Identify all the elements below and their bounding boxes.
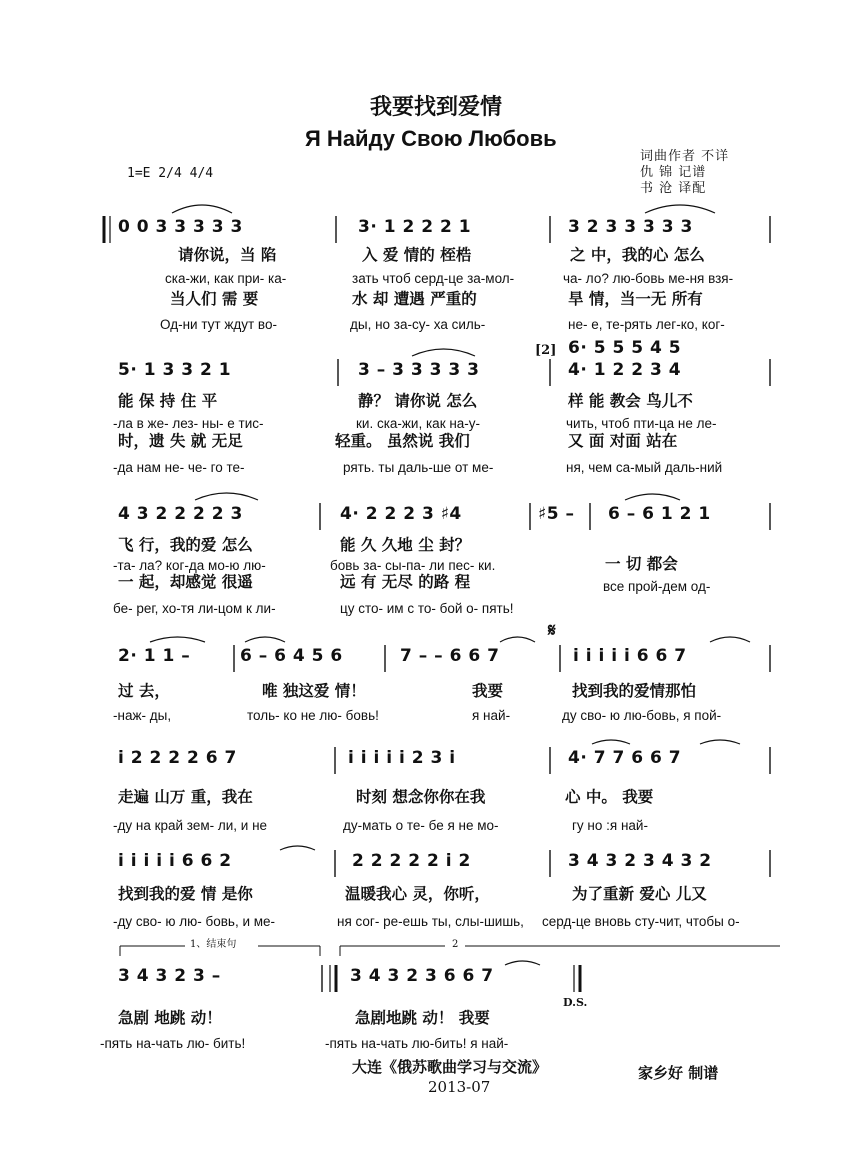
lyric-chinese: 心 中。 我要 [565,787,654,806]
lyric-russian: -ду сво- ю лю- бовь, и ме- [113,914,276,929]
slur-arc [700,740,740,744]
lyric-chinese: 为了重新 爱心 儿又 [572,884,707,903]
volta-1-label: 1、结束句 [190,939,237,950]
lyric-chinese: 飞 行，我的爱 怎么 [118,535,253,554]
notes-measure: i i i i i 6 6 2 [118,851,232,871]
notes-measure: i i i i i 2 3 i [348,748,456,768]
notes-measure: 5· 1 3 3 2 1 [118,360,232,380]
slur-arc [592,740,630,744]
lyric-chinese: 之 中，我的心 怎么 [570,245,705,264]
notes-measure: 3 4 3 2 3 6 6 7 [350,966,494,986]
slur-arc [500,637,535,642]
lyric-russian: ча- ло? лю-бовь ме-ня взя- [563,271,734,286]
triplet-arc [645,205,715,213]
lyric-russian: цу сто- им с то- бой о- пять! [340,601,514,616]
lyric-russian: -та- ла? ког-да мо-ю лю- [113,558,266,573]
lyric-chinese: 当人们 需 要 [170,289,259,308]
lyric-chinese: 温暖我心 灵，你听， [345,884,490,903]
lyric-russian: все прой-дем од- [603,579,711,594]
credit-transcriber: 仇 锦 记谱 [640,165,707,180]
volta-2-label: 2 [452,939,459,950]
lyric-russian: ду сво- ю лю-бовь, я пой- [562,708,722,723]
section-marker: [2] [535,343,557,358]
notes-measure: i 2 2 2 2 6 7 [118,748,237,768]
lyric-chinese: 过 去， [118,681,170,700]
triplet-arc [195,493,258,500]
lyric-russian: -да нам не- че- го те- [113,460,245,475]
slur-arc [280,846,315,850]
lyric-russian: бе- рег, хо-тя ли-цом к ли- [113,601,276,616]
lyric-chinese: 找到我的爱情那怕 [572,681,697,700]
slur-arc [625,494,680,500]
notes-measure: 3 – 3 3 3 3 3 [358,360,480,380]
lyric-russian: -пять на-чать лю-бить! я най- [325,1036,509,1051]
slur-arc [150,637,205,642]
lyric-chinese: 急剧 地跳 动！ [118,1008,222,1027]
lyric-chinese: 能 久 久地 尘 封？ [340,535,471,554]
credit-lyricist: 词曲作者 不详 [640,149,730,164]
notes-measure: 0 0 3 3 3 3 3 [118,217,243,237]
lyric-chinese: 找到我的爱 情 是你 [118,884,253,903]
notes-measure: 3 4 3 2 3 – [118,966,221,986]
song-title-russian: Я Найду Свою Любовь [305,126,557,151]
lyric-chinese: 走遍 山万 重，我在 [118,787,253,806]
lyric-russian: я най- [472,708,511,723]
lyric-chinese: 我要 [472,681,504,700]
lyric-chinese: 样 能 教会 鸟儿不 [568,391,693,410]
lyric-russian: ду-мать о те- бе я не мо- [343,818,499,833]
lyric-russian: ды, но за-су- ха силь- [350,317,486,332]
lyric-russian: ки. ска-жи, как на-у- [356,416,481,431]
dal-segno: D.S. [563,996,588,1009]
triplet-arc [172,205,232,213]
notes-measure: 2 2 2 2 2 i 2 [352,851,471,871]
notes-measure: 3 2 3 3 3 3 3 [568,217,693,237]
footer-date: 2013-07 [428,1078,491,1096]
lyric-chinese: 远 有 无尽 的路 程 [340,572,471,591]
lyric-chinese: 唯 独这爱 情！ [262,681,366,700]
notes-measure: 6 – 6 4 5 6 [240,646,343,666]
lyric-chinese: 时刻 想念你你在我 [356,787,486,806]
lyric-russian: ня, чем са-мый даль-ний [566,460,723,475]
lyric-chinese: 旱 情，当一无 所有 [568,289,703,308]
lyric-russian: не- е, те-рять лег-ко, ког- [568,317,725,332]
lyric-chinese: 水 却 遭遇 严重的 [352,289,477,308]
slur-arc [505,961,540,965]
lyric-chinese: 又 面 对面 站在 [568,431,678,450]
lyric-chinese: 能 保 持 住 平 [118,391,218,410]
lyric-russian: зать чтоб серд-це за-мол- [352,271,515,286]
lyric-russian: гу но :я най- [572,818,648,833]
lyric-chinese: 静？ 请你说 怎么 [358,391,478,410]
notes-measure-upper: 6· 5 5 5 4 5 [568,338,682,358]
lyric-russian: -ду на край зем- ли, и не [113,818,268,833]
lyric-russian: серд-це вновь сту-чит, чтобы о- [542,914,740,929]
lyric-chinese: 一 切 都会 [605,554,678,573]
notes-measure: 2· 1 1 – [118,646,191,666]
lyric-chinese: 入 爱 情的 桎梏 [362,245,472,264]
song-title-chinese: 我要找到爱情 [370,94,503,120]
lyric-chinese: 轻重。 虽然说 我们 [335,431,470,450]
lyric-russian: -ла в же- лез- ны- е тис- [113,416,264,431]
lyric-chinese: 时，遗 失 就 无足 [118,431,243,450]
lyric-russian: рять. ты даль-ше от ме- [343,460,494,475]
lyric-russian: ня сог- ре-ешь ты, слы-шишь, [337,914,524,929]
lyric-russian: ска-жи, как при- ка- [165,271,287,286]
footer-source: 大连《俄苏歌曲学习与交流》 [352,1058,548,1076]
lyric-russian: бовь за- сы-па- ли пес- ки. [330,558,496,573]
notes-measure: 6 – 6 1 2 1 [608,504,711,524]
lyric-russian: чить, чтоб пти-ца не ле- [566,416,717,431]
lyric-chinese: 请你说，当 陷 [178,245,277,264]
notes-measure: 4· 2 2 2 3 ♯4 [340,504,462,524]
notes-measure: 4 3 2 2 2 2 3 [118,504,243,524]
slur-arc [245,637,285,642]
slur-arc [710,637,750,642]
triplet-arc [412,349,475,356]
lyric-russian: Од-ни тут ждут во- [160,317,277,332]
notes-measure: 3 4 3 2 3 4 3 2 [568,851,712,871]
notes-measure: i i i i i 6 6 7 [573,646,687,666]
lyric-chinese: 急剧地跳 动！ 我要 [355,1008,490,1027]
notes-measure: 3· 1 2 2 2 1 [358,217,472,237]
footer-maker: 家乡好 制谱 [638,1064,719,1082]
lyric-russian: толь- ко не лю- бовь! [247,708,379,723]
key-signature: 1=E 2/4 4/4 [127,166,214,181]
lyric-chinese: 一 起，却感觉 很遥 [118,572,253,591]
notes-measure: 4· 7 7 6 6 7 [568,748,682,768]
credit-translator: 书 沧 译配 [640,181,707,196]
notes-measure: 4· 1 2 2 3 4 [568,360,682,380]
notes-measure: ♯5 – [538,504,575,524]
lyric-russian: -пять на-чать лю- бить! [100,1036,246,1051]
segno-sign: 𝄋 [548,620,556,641]
notes-measure: 7 – – 6 6 7 [400,646,500,666]
lyric-russian: -наж- ды, [113,708,172,723]
